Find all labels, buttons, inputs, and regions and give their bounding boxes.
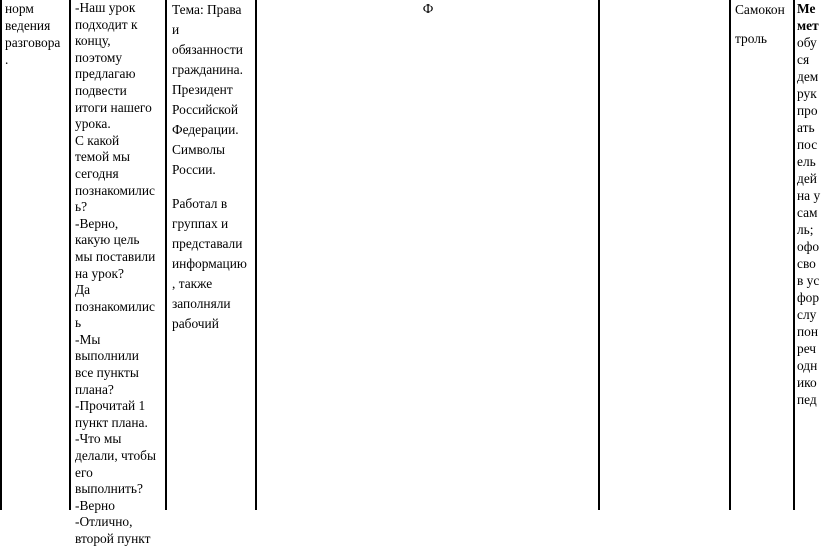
cell-line: России. xyxy=(172,162,216,177)
cell-line: сегодня xyxy=(75,165,119,181)
cell-line: Ф xyxy=(422,1,434,16)
cell-line: рабочий xyxy=(172,316,219,331)
cell-line: разговора xyxy=(5,35,61,50)
cell-line: Символы xyxy=(172,142,226,157)
cell-line: ведения xyxy=(5,18,51,33)
cell-line: итоги нашего xyxy=(75,99,152,115)
cell-line: выполнить? xyxy=(75,481,143,497)
cell-line: познакомилис xyxy=(75,298,155,314)
column-divider xyxy=(69,0,71,510)
cell-line: Федерации. xyxy=(172,122,239,137)
cell-line: подходит к xyxy=(75,16,138,32)
cell-line: , также xyxy=(172,276,213,291)
cell-line: ать xyxy=(797,120,815,135)
cell-line: реч xyxy=(797,341,817,356)
cell-line: и xyxy=(172,22,180,37)
cell-competencies xyxy=(797,0,827,408)
column-divider xyxy=(598,0,600,510)
cell-norms xyxy=(5,0,67,68)
cell-line: слу xyxy=(797,307,817,322)
cell-line: предлагаю xyxy=(75,66,136,82)
cell-line: -Прочитай 1 xyxy=(75,398,146,414)
cell-line: одн xyxy=(797,358,818,373)
cell-line: Самокон xyxy=(735,2,785,17)
cell-line: ико xyxy=(797,375,817,390)
cell-line: группах и xyxy=(172,216,229,231)
cell-line: -Мы xyxy=(75,331,101,347)
cell-line: пос xyxy=(797,137,818,152)
cell-line: ь? xyxy=(75,199,88,215)
cell-line: Президент xyxy=(172,82,233,97)
cell-line: поэтому xyxy=(75,49,123,65)
cell-line: пункт плана. xyxy=(75,414,148,430)
cell-line: темой мы xyxy=(75,149,130,165)
cell-line: мы поставили xyxy=(75,248,156,264)
cell-line: фор xyxy=(797,290,820,305)
cell-line: Российской xyxy=(172,102,238,117)
cell-line: пон xyxy=(797,324,819,339)
cell-line: Да xyxy=(75,282,91,298)
cell-line: троль xyxy=(735,31,768,46)
cell-line: сам xyxy=(797,205,818,220)
cell-line: заполняли xyxy=(172,296,231,311)
cell-line: -Наш урок xyxy=(75,0,136,15)
cell-line: информацию xyxy=(172,256,247,271)
cell-line: Работал в xyxy=(172,196,228,211)
cell-line: ль; xyxy=(797,222,814,237)
cell-line: дем xyxy=(797,69,819,84)
cell-form-of-work xyxy=(260,0,596,17)
cell-line: делали, чтобы xyxy=(75,448,156,464)
cell-line: урока. xyxy=(75,116,111,132)
cell-line: гражданина. xyxy=(172,62,243,77)
cell-line: второй пункт xyxy=(75,531,151,546)
cell-line: плана? xyxy=(75,381,114,397)
cell-line: все пункты xyxy=(75,365,139,381)
cell-line: норм xyxy=(5,1,34,16)
cell-line: обязанности xyxy=(172,42,243,57)
column-divider xyxy=(793,0,795,510)
cell-line: дей xyxy=(797,171,817,186)
cell-line: его xyxy=(75,464,93,480)
cell-control xyxy=(735,0,793,49)
cell-line: ь xyxy=(75,315,82,331)
cell-line: ся xyxy=(797,52,810,67)
cell-line: -Верно xyxy=(75,497,115,513)
cell-line: . xyxy=(5,52,9,67)
column-divider xyxy=(729,0,731,510)
cell-line: сво xyxy=(797,256,816,271)
cell-line: -Что мы xyxy=(75,431,122,447)
cell-line: выполнили xyxy=(75,348,139,364)
cell-line: концу, xyxy=(75,33,111,49)
cell-line: мет xyxy=(797,18,819,33)
cell-teacher-activity xyxy=(75,0,159,548)
cell-line: офо xyxy=(797,239,820,254)
cell-line: рук xyxy=(797,86,817,101)
cell-line: пед xyxy=(797,392,817,407)
cell-line: -Верно, xyxy=(75,215,119,231)
cell-line: Тема: Права xyxy=(172,2,242,17)
cell-line: Ме xyxy=(797,1,816,16)
cell-line: представали xyxy=(172,236,243,251)
cell-line: С какой xyxy=(75,132,120,148)
table-border-left xyxy=(0,0,2,510)
cell-line: ель xyxy=(797,154,816,169)
cell-line: в ус xyxy=(797,273,820,288)
cell-line: подвести xyxy=(75,82,127,98)
cell-line: обу xyxy=(797,35,817,50)
cell-line: на урок? xyxy=(75,265,124,281)
cell-student-activity xyxy=(172,0,254,334)
cell-line: какую цель xyxy=(75,232,140,248)
cell-line: -Отлично, xyxy=(75,514,133,530)
column-divider xyxy=(165,0,167,510)
column-divider xyxy=(255,0,257,510)
cell-line: познакомилис xyxy=(75,182,155,198)
cell-line: на у xyxy=(797,188,821,203)
cell-line: про xyxy=(797,103,818,118)
